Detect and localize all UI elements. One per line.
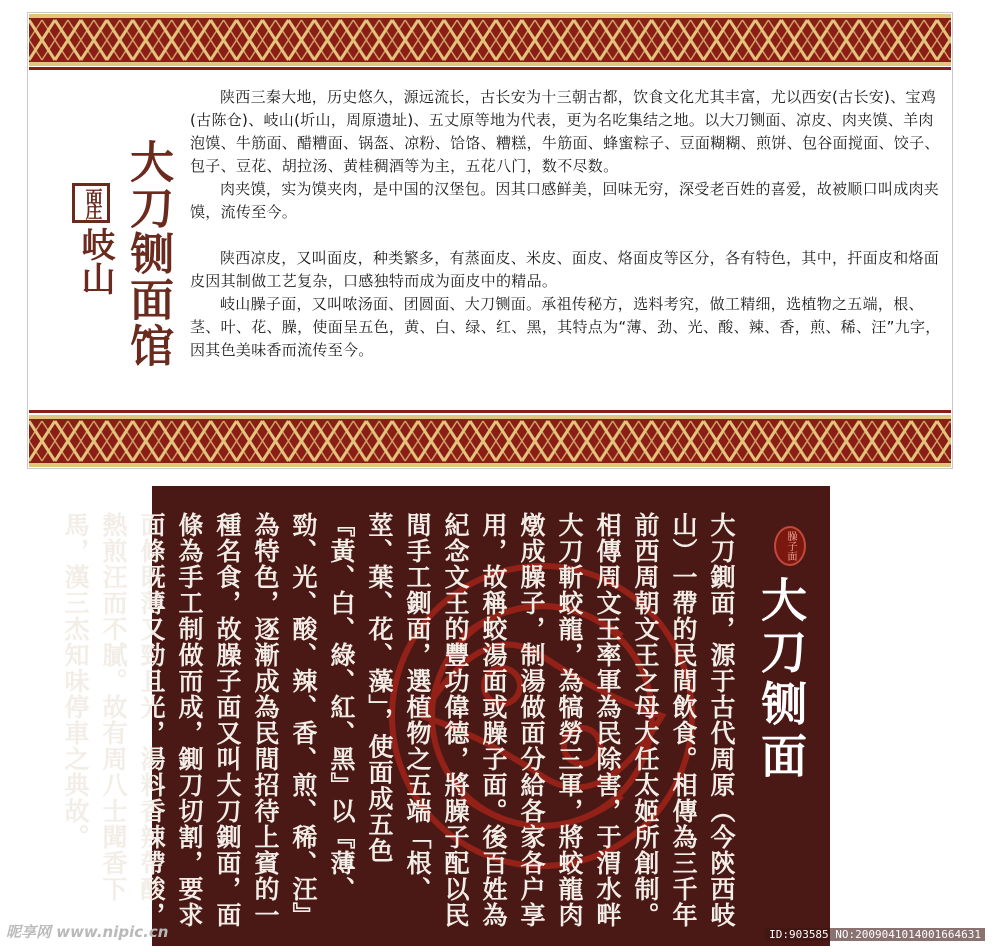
border-pattern-icon (29, 14, 951, 66)
id-watermark: ID:903585 NO:20090410140016646​31 (765, 928, 985, 941)
paragraph: 陕西凉皮，又叫面皮，种类繁多，有蒸面皮、米皮、面皮、烙面皮等区分，各有特色，其中，扞面皮和烙面皮因其制做工艺复杂，口感独特而成为面皮中的精品。 (190, 249, 940, 290)
vertical-body-text: 大刀鍘面，源于古代周原（今陝西岐山）一帶的民間飲食。相傳為三千年前西周朝文王之母大任太姬所創制。相傳周文王率軍為民除害，于渭水畔大刀斬蛟龍，為犒勞三軍，將蛟龍肉燉成臊子，制湯做面分給各家各户享用，故稱蛟湯面或臊子面。後百姓為紀念文王的豐功偉德，將臊子配以民間手工鍘面，選植物之五端「根、莖、葉、花、藻」，使面成五色『黃、白、綠、紅、黑』以『薄、勁、光、酸、辣、香、煎、稀、汪』為特色，逐漸成為民間招待上賓的一種名食，故臊子面又叫大刀鍘面，面條為手工制做而成，鍘刀切割，要求面條既薄又勁且光，湯料香辣帶酸，熱煎汪而不膩。故有周八士聞香下馬，漢三杰知味停車之典故。 (61, 512, 736, 928)
vertical-title: 大刀铡面 (754, 576, 808, 784)
stamp-badge: 臊子面 (774, 526, 806, 566)
paragraph: 陕西三秦大地，历史悠久，源远流长，古长安为十三朝古都，饮食文化尤其丰富，尤以西安(古长安)、宝鸡(古陈仓)、岐山(圻山，周原遗址)、五丈原等地为代表，更为名吃集结之地。以大刀铡面、凉皮、肉夹馍、羊肉泡馍、牛筋面、醋糟面、锅盔、凉粉、饸饹、糟糕，牛筋面、蜂蜜粽子、豆面糊糊、煎饼、包谷面搅面、饺子、包子、豆花、胡拉汤、黄桂稠酒等为主，五花八门，数不尽数。 (190, 88, 940, 175)
border-pattern-icon (29, 415, 951, 467)
bottom-decorative-border (29, 415, 951, 467)
seal-mark: 面庄 (72, 183, 110, 223)
top-decorative-border (29, 14, 951, 66)
top-info-board (27, 12, 953, 469)
divider-line (29, 410, 951, 413)
place-name: 岐山 (75, 227, 115, 295)
site-watermark: 昵享网 www.nipic.cn (6, 923, 169, 941)
divider-line (29, 67, 951, 70)
paragraph: 肉夹馍，实为馍夹肉，是中国的汉堡包。因其口感鲜美，回味无穷，深受老百姓的喜爱，故被顺口叫成肉夹馍，流传至今。 (190, 180, 940, 221)
paragraph: 岐山臊子面，又叫哝汤面、团圆面、大刀铡面。承祖传秘方，选料考究，做工精细，选植物之五端，根、茎、叶、花、臊，使面呈五色，黄、白、绿、红、黑，其特点为“薄、劲、光、酸、辣、香，煎、稀、汪”九字，因其色美味香而流传至今。 (190, 295, 941, 359)
intro-text (190, 86, 946, 362)
shop-title: 大刀铡面馆 (122, 139, 173, 369)
